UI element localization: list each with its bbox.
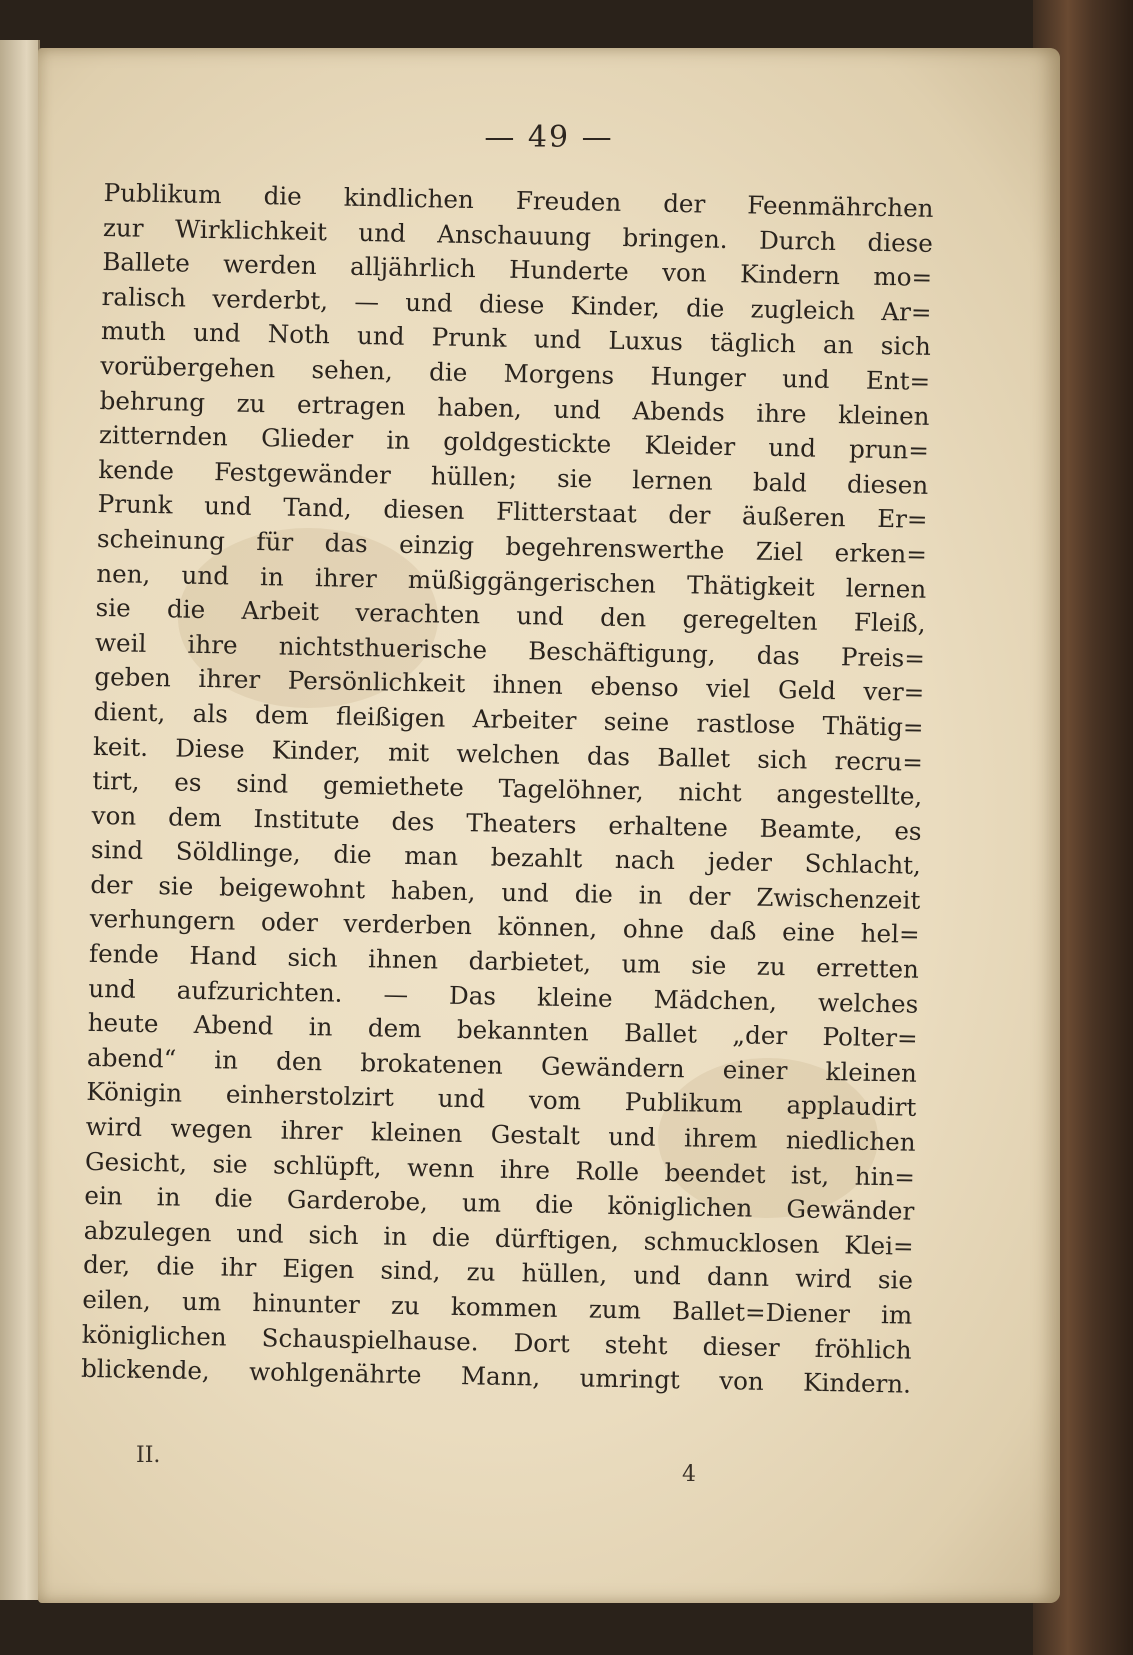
text-line: Publikum die kindlichen Freuden der Feenmährchen <box>103 177 934 223</box>
text-line: behrung zu ertragen haben, und Abends ihre kleinen <box>99 385 930 431</box>
text-line: dient, als dem fleißigen Arbeiter seine rastlose Thätig= <box>93 696 924 742</box>
text-line: Königin einherstolzirt und vom Publikum applaudirt <box>86 1077 917 1123</box>
text-line: sie die Arbeit verachten und den geregelten Fleiß, <box>95 593 926 638</box>
text-line: nen, und in ihrer müßiggängerischen Thätigkeit lernen <box>96 558 927 604</box>
text-line: muth und Noth und Prunk und Luxus täglich an sich <box>100 316 932 362</box>
text-line: Gesicht, sie schlüpft, wenn ihre Rolle beendet ist, hin= <box>84 1146 916 1192</box>
text-line: Ballete werden alljährlich Hunderte von Kindern mo= <box>102 247 933 293</box>
text-line: verhungern oder verderben können, ohne daß eine hel= <box>89 904 920 950</box>
text-line: fende Hand sich ihnen darbietet, um sie zu erretten <box>88 938 920 984</box>
text-line: der sie beigewohnt haben, und die in der Zwischenzeit <box>90 869 921 915</box>
text-line: blickende, wohlgenährte Mann, umringt von Kindern. <box>80 1353 912 1399</box>
sheet-number: 4 <box>682 1462 696 1487</box>
page-number: — 49 — <box>484 120 614 155</box>
text-line: eilen, um hinunter zu kommen zum Ballet=Diener im <box>82 1284 913 1330</box>
text-line: ralisch verderbt, — und diese Kinder, die zugleich Ar= <box>101 281 932 327</box>
text-line: geben ihrer Persönlichkeit ihnen ebenso viel Geld ver= <box>94 662 925 708</box>
text-line: und aufzurichten. — Das kleine Mädchen, welches <box>88 973 919 1019</box>
text-line: zitternden Glieder in goldgestickte Kleider und prun= <box>98 420 930 466</box>
text-line: scheinung für das einzig begehrenswerthe Ziel erken= <box>96 523 928 569</box>
text-line: heute Abend in dem bekannten Ballet „der Polter= <box>87 1008 918 1054</box>
text-line: Prunk und Tand, diesen Flitterstaat der äußeren Er= <box>97 489 928 535</box>
text-line: ein in die Garderobe, um die königlichen Gewänder <box>84 1181 915 1226</box>
signature-mark: II. <box>136 1443 161 1468</box>
text-line: keit. Diese Kinder, mit welchen das Ballet sich recru= <box>92 731 924 777</box>
text-line: königlichen Schauspielhause. Dort steht dieser fröhlich <box>81 1319 912 1365</box>
text-line: kende Festgewänder hüllen; sie lernen bald diesen <box>98 454 929 500</box>
text-line: abend“ in den brokatenen Gewändern einer kleinen <box>86 1042 918 1088</box>
book-page <box>38 48 1060 1603</box>
text-line: vorübergehen sehen, die Morgens Hunger und Ent= <box>100 350 931 396</box>
text-line: von dem Institute des Theaters erhaltene Beamte, es <box>91 800 922 846</box>
text-line: wird wegen ihrer kleinen Gestalt und ihrem niedlichen <box>85 1111 916 1157</box>
body-text <box>81 176 934 1402</box>
text-line: der, die ihr Eigen sind, zu hüllen, und dann wird sie <box>82 1250 914 1296</box>
left-page-edge <box>0 40 40 1600</box>
text-line: tirt, es sind gemiethete Tagelöhner, nicht angestellte, <box>92 765 923 811</box>
text-line: zur Wirklichkeit und Anschauung bringen. Durch diese <box>102 212 934 258</box>
text-line: sind Söldlinge, die man bezahlt nach jeder Schlacht, <box>90 835 922 881</box>
text-line: abzulegen und sich in die dürftigen, schmucklosen Klei= <box>83 1215 914 1261</box>
text-line: weil ihre nichtsthuerische Beschäftigung, das Preis= <box>94 627 926 673</box>
